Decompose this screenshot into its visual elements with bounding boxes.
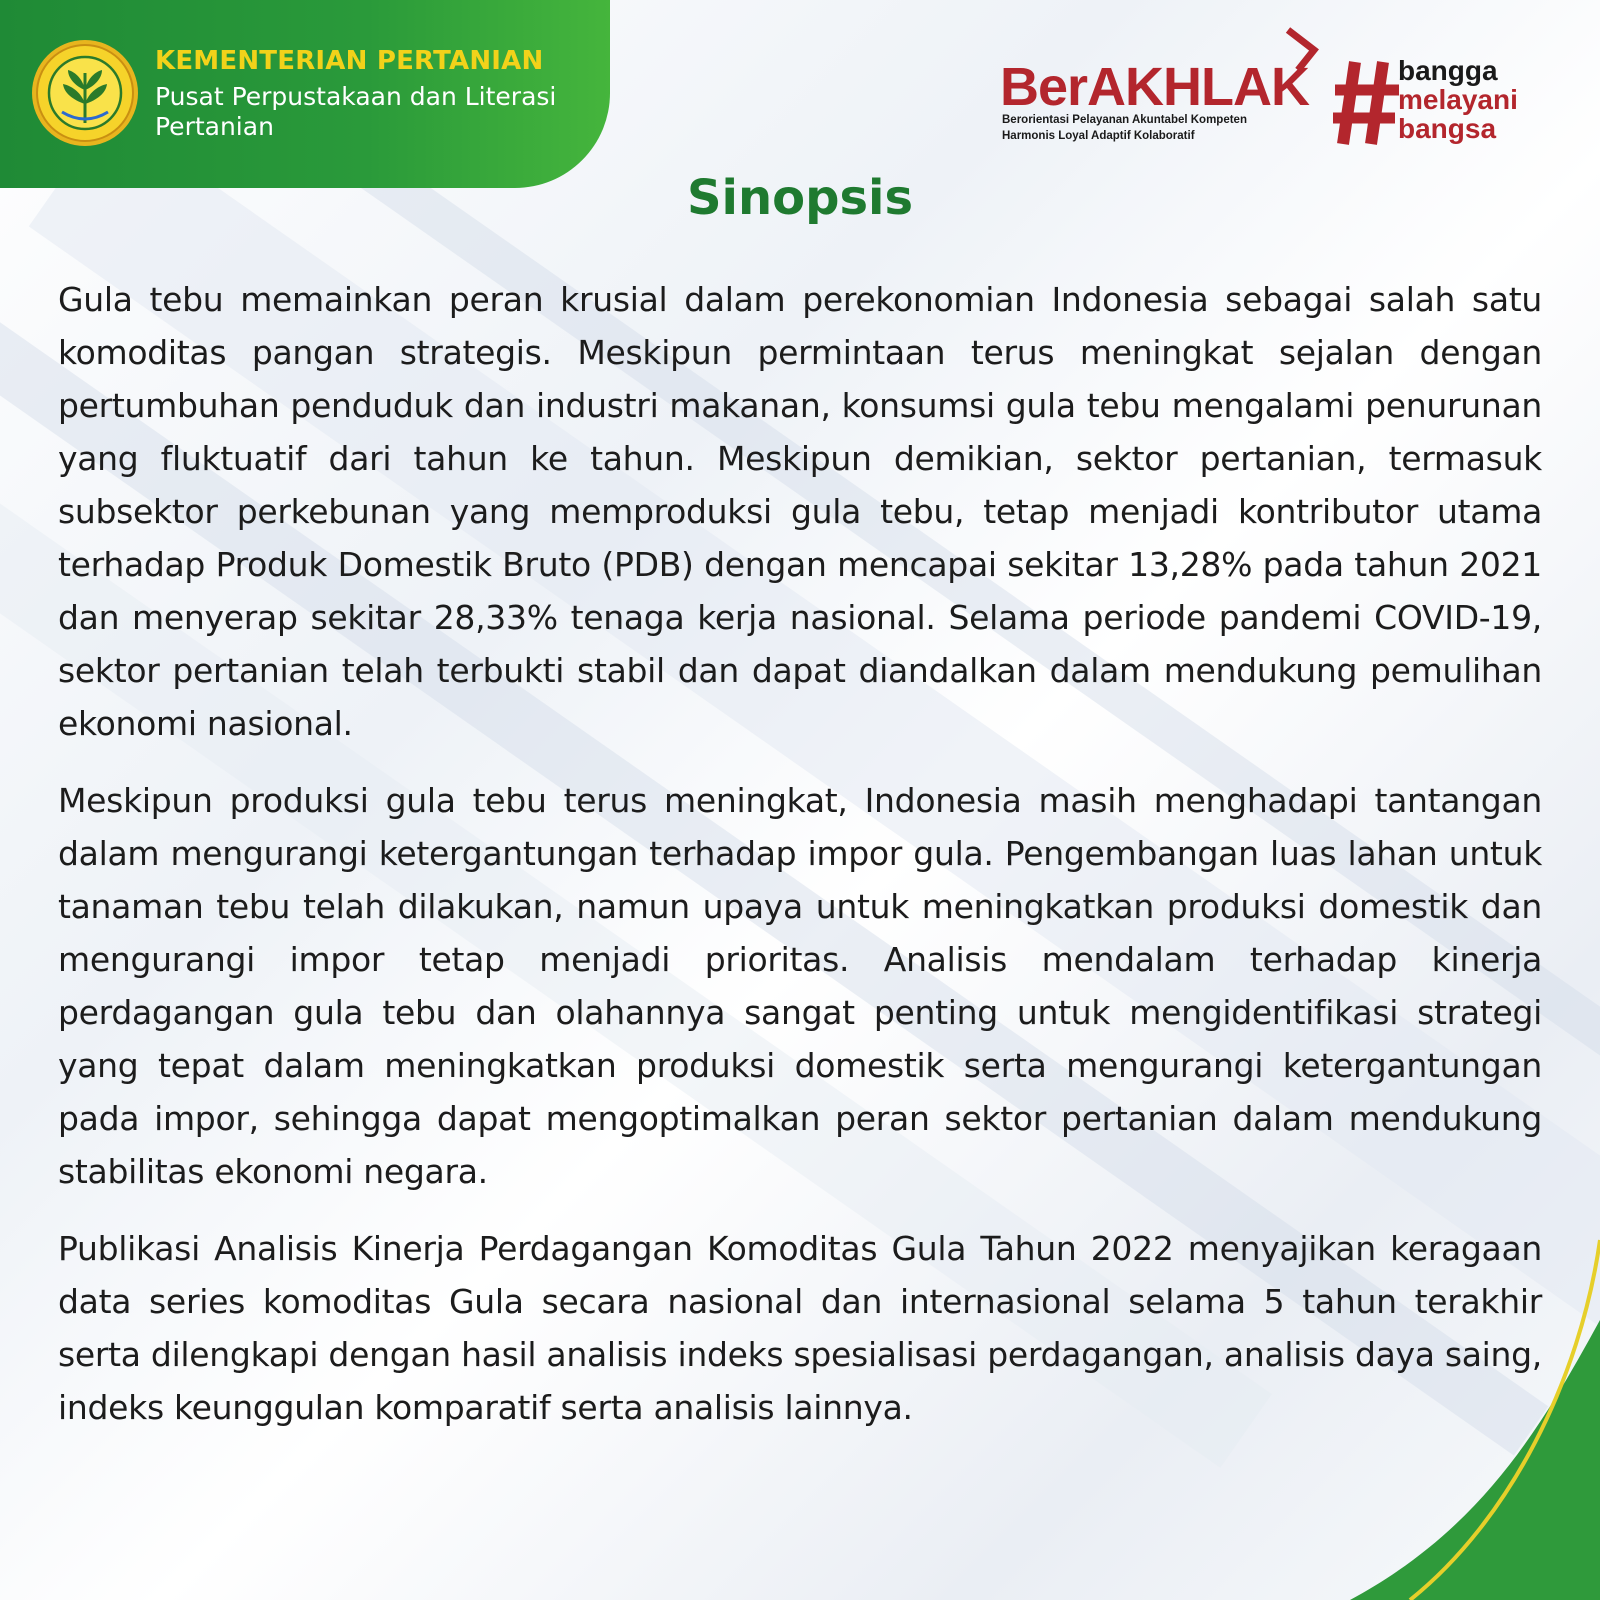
paragraph: Publikasi Analisis Kinerja Perdagangan Komoditas Gula Tahun 2022 menyajikan keragaan data series komoditas Gula secara nasional dan internasional selama 5 tahun terakhir serta dilengkapi dengan hasil analisis indeks spesialisasi perdagangan, analisis daya saing, indeks keunggulan komparatif serta analisis lainnya. [58, 1229, 1542, 1427]
paragraph: Meskipun produksi gula tebu terus meningkat, Indonesia masih menghadapi tantangan dalam mengurangi ketergantungan terhadap impor gula. Pengembangan luas lahan untuk tanaman tebu telah dilakukan, namun upaya untuk meningkatkan produksi domestik dan mengurangi impor tetap menjadi prioritas. Analisis mendalam terhadap kinerja perdagangan gula tebu dan olahannya sangat penting untuk mengidentifikasi strategi yang tepat dalam meningkatkan produksi domestik serta mengurangi ketergantungan pada impor, sehingga dapat mengoptimalkan peran sektor pertanian dalam mendukung stabilitas ekonomi negara. [58, 781, 1542, 1191]
tagline-line1: bangga [1398, 55, 1498, 86]
org-unit: Pusat Perpustakaan dan Literasi Pertanian [155, 82, 557, 141]
decorative-swoosh [1180, 1200, 1600, 1600]
paragraph: Gula tebu memainkan peran krusial dalam perekonomian Indonesia sebagai salah satu komoditas pangan strategis. Meskipun permintaan terus meningkat sejalan dengan pertumbuhan penduduk dan industri makanan, konsumsi gula tebu mengalami penurunan yang fluktuatif dari tahun ke tahun. Meskipun demikian, sektor pertanian, termasuk subsektor perkebunan yang memproduksi gula tebu, tetap menjadi kontributor utama terhadap Produk Domestik Bruto (PDB) dengan mencapai sekitar 13,28% pada tahun 2021 dan menyerap sekitar 28,33% tenaga kerja nasional. Selama periode pandemi COVID-19, sektor pertanian telah terbukti stabil dan dapat diandalkan dalam mendukung pemulihan ekonomi nasional. [58, 280, 1542, 743]
berakhlak-word: BerAKHLAK [1000, 57, 1310, 117]
tagline-line2: melayani [1398, 84, 1518, 115]
hashtag-icon [1333, 58, 1403, 148]
ministry-emblem-icon [30, 38, 140, 148]
page-title: Sinopsis [686, 170, 914, 226]
chevron-right-icon [1270, 26, 1330, 76]
berakhlak-values-line2: Harmonis Loyal Adaptif Kolaboratif [1002, 130, 1195, 142]
org-name: KEMENTERIAN PERTANIAN [155, 46, 544, 76]
berakhlak-values-line1: Berorientasi Pelayanan Akuntabel Kompeten [1002, 114, 1247, 126]
berakhlak-logo [1000, 56, 1320, 156]
tagline [1398, 56, 1518, 143]
tagline-line3: bangsa [1398, 113, 1497, 144]
header-band [0, 0, 610, 188]
